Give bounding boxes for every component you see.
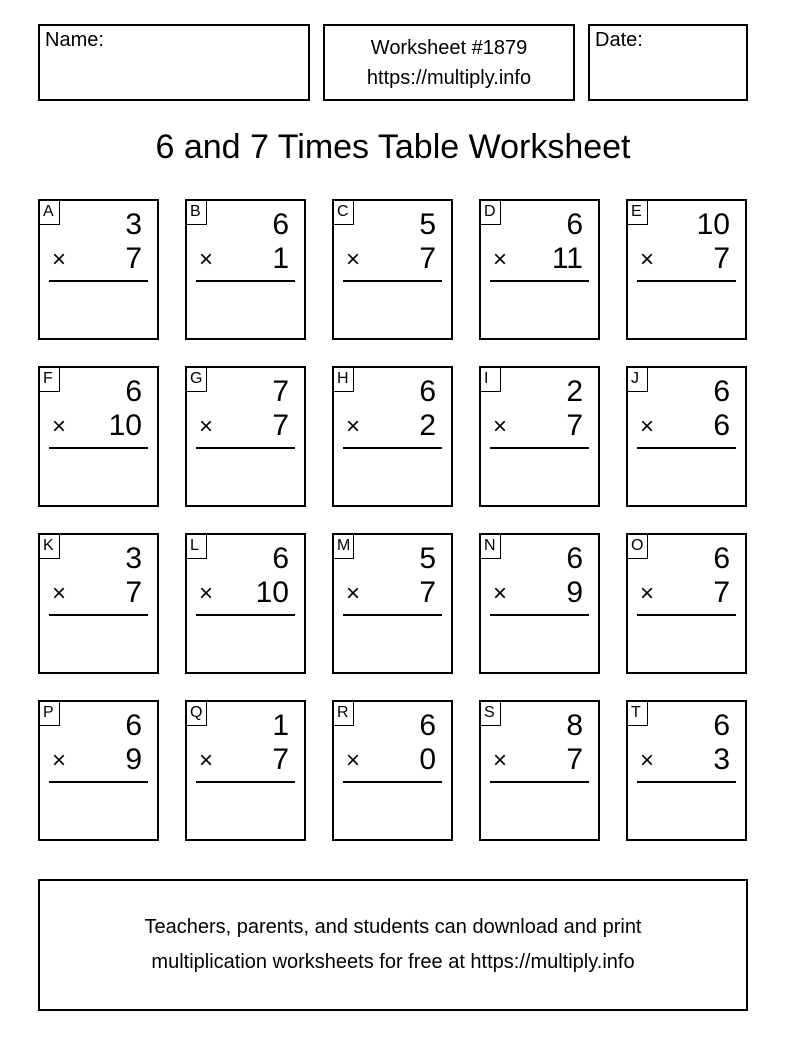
problem-letter: F bbox=[40, 368, 60, 392]
multiplicand: 3 bbox=[125, 542, 142, 575]
multiplier: 9 bbox=[566, 576, 583, 609]
times-sign: × bbox=[346, 580, 361, 607]
multiplier: 6 bbox=[713, 409, 730, 442]
multiplicand: 10 bbox=[696, 208, 730, 241]
problem-card bbox=[332, 366, 453, 507]
worksheet-info-box bbox=[323, 24, 575, 101]
footer-box bbox=[38, 879, 748, 1011]
problem-letter: P bbox=[40, 702, 60, 726]
problem-letter: R bbox=[334, 702, 354, 726]
name-label: Name: bbox=[45, 29, 104, 51]
answer-line bbox=[196, 614, 295, 616]
times-sign: × bbox=[493, 747, 508, 774]
problem-card bbox=[332, 199, 453, 340]
times-sign: × bbox=[199, 580, 214, 607]
multiplicand: 6 bbox=[713, 709, 730, 742]
times-sign: × bbox=[52, 413, 67, 440]
times-sign: × bbox=[52, 747, 67, 774]
times-sign: × bbox=[199, 246, 214, 273]
answer-line bbox=[490, 781, 589, 783]
problem-letter: A bbox=[40, 201, 60, 225]
date-field-box bbox=[588, 24, 748, 101]
answer-line bbox=[196, 781, 295, 783]
answer-line bbox=[49, 614, 148, 616]
multiplicand: 8 bbox=[566, 709, 583, 742]
multiplicand: 5 bbox=[419, 542, 436, 575]
problem-card bbox=[38, 366, 159, 507]
problem-letter: H bbox=[334, 368, 354, 392]
multiplicand: 6 bbox=[419, 709, 436, 742]
multiplier: 7 bbox=[713, 242, 730, 275]
multiplier: 7 bbox=[566, 409, 583, 442]
problem-card bbox=[38, 700, 159, 841]
problem-card bbox=[479, 199, 600, 340]
problem-card bbox=[626, 533, 747, 674]
answer-line bbox=[49, 447, 148, 449]
problem-card bbox=[185, 533, 306, 674]
times-sign: × bbox=[346, 246, 361, 273]
multiplicand: 2 bbox=[566, 375, 583, 408]
answer-line bbox=[196, 280, 295, 282]
problem-letter: I bbox=[481, 368, 501, 392]
answer-line bbox=[490, 280, 589, 282]
multiplier: 3 bbox=[713, 743, 730, 776]
multiplier: 0 bbox=[419, 743, 436, 776]
multiplier: 7 bbox=[419, 576, 436, 609]
problem-letter: G bbox=[187, 368, 207, 392]
problem-letter: L bbox=[187, 535, 207, 559]
times-sign: × bbox=[346, 747, 361, 774]
answer-line bbox=[343, 280, 442, 282]
multiplicand: 6 bbox=[419, 375, 436, 408]
problem-letter: M bbox=[334, 535, 354, 559]
multiplier: 7 bbox=[566, 743, 583, 776]
times-sign: × bbox=[52, 580, 67, 607]
multiplier: 1 bbox=[272, 242, 289, 275]
times-sign: × bbox=[640, 747, 655, 774]
problem-card bbox=[332, 700, 453, 841]
worksheet-number: Worksheet #1879 bbox=[370, 36, 528, 59]
problem-letter: N bbox=[481, 535, 501, 559]
answer-line bbox=[343, 447, 442, 449]
times-sign: × bbox=[52, 246, 67, 273]
multiplicand: 6 bbox=[566, 542, 583, 575]
problem-letter: E bbox=[628, 201, 648, 225]
times-sign: × bbox=[199, 413, 214, 440]
answer-line bbox=[637, 280, 736, 282]
times-sign: × bbox=[640, 580, 655, 607]
multiplicand: 6 bbox=[566, 208, 583, 241]
answer-line bbox=[343, 781, 442, 783]
multiplier: 7 bbox=[419, 242, 436, 275]
problem-card bbox=[479, 366, 600, 507]
answer-line bbox=[196, 447, 295, 449]
times-sign: × bbox=[199, 747, 214, 774]
multiplicand: 6 bbox=[125, 375, 142, 408]
problem-card bbox=[185, 199, 306, 340]
times-sign: × bbox=[493, 413, 508, 440]
problem-card bbox=[38, 533, 159, 674]
problem-card bbox=[626, 199, 747, 340]
answer-line bbox=[49, 280, 148, 282]
times-sign: × bbox=[640, 246, 655, 273]
multiplicand: 6 bbox=[272, 208, 289, 241]
problem-letter: D bbox=[481, 201, 501, 225]
worksheet-title: 6 and 7 Times Table Worksheet bbox=[155, 128, 631, 166]
times-sign: × bbox=[493, 580, 508, 607]
answer-line bbox=[490, 447, 589, 449]
problem-letter: S bbox=[481, 702, 501, 726]
multiplier: 7 bbox=[125, 242, 142, 275]
footer-line-1: Teachers, parents, and students can download and print bbox=[144, 916, 642, 938]
multiplicand: 3 bbox=[125, 208, 142, 241]
multiplier: 11 bbox=[551, 242, 583, 275]
multiplier: 7 bbox=[272, 409, 289, 442]
multiplicand: 6 bbox=[125, 709, 142, 742]
answer-line bbox=[343, 614, 442, 616]
multiplicand: 6 bbox=[272, 542, 289, 575]
problem-card bbox=[479, 700, 600, 841]
footer-line-2: multiplication worksheets for free at https://multiply.info bbox=[151, 951, 635, 973]
multiplier: 2 bbox=[419, 409, 436, 442]
multiplier: 7 bbox=[272, 743, 289, 776]
problem-card bbox=[185, 366, 306, 507]
multiplicand: 7 bbox=[272, 375, 289, 408]
problem-letter: C bbox=[334, 201, 354, 225]
multiplier: 10 bbox=[255, 576, 289, 609]
multiplicand: 5 bbox=[419, 208, 436, 241]
times-sign: × bbox=[346, 413, 361, 440]
answer-line bbox=[49, 781, 148, 783]
multiplicand: 6 bbox=[713, 375, 730, 408]
answer-line bbox=[490, 614, 589, 616]
problem-letter: Q bbox=[187, 702, 207, 726]
problem-card bbox=[626, 366, 747, 507]
multiplicand: 1 bbox=[272, 709, 289, 742]
problem-card bbox=[185, 700, 306, 841]
name-field-box bbox=[38, 24, 310, 101]
multiplier: 7 bbox=[125, 576, 142, 609]
problem-letter: B bbox=[187, 201, 207, 225]
times-sign: × bbox=[640, 413, 655, 440]
date-label: Date: bbox=[595, 29, 643, 51]
problem-card bbox=[626, 700, 747, 841]
multiplier: 10 bbox=[108, 409, 142, 442]
multiplier: 7 bbox=[713, 576, 730, 609]
multiplicand: 6 bbox=[713, 542, 730, 575]
problem-letter: O bbox=[628, 535, 648, 559]
multiplier: 9 bbox=[125, 743, 142, 776]
problem-card bbox=[332, 533, 453, 674]
problem-card bbox=[479, 533, 600, 674]
times-sign: × bbox=[493, 246, 508, 273]
answer-line bbox=[637, 447, 736, 449]
problem-letter: T bbox=[628, 702, 648, 726]
answer-line bbox=[637, 781, 736, 783]
worksheet-url: https://multiply.info bbox=[366, 66, 532, 89]
problem-card bbox=[38, 199, 159, 340]
problem-letter: J bbox=[628, 368, 648, 392]
answer-line bbox=[637, 614, 736, 616]
problem-letter: K bbox=[40, 535, 60, 559]
